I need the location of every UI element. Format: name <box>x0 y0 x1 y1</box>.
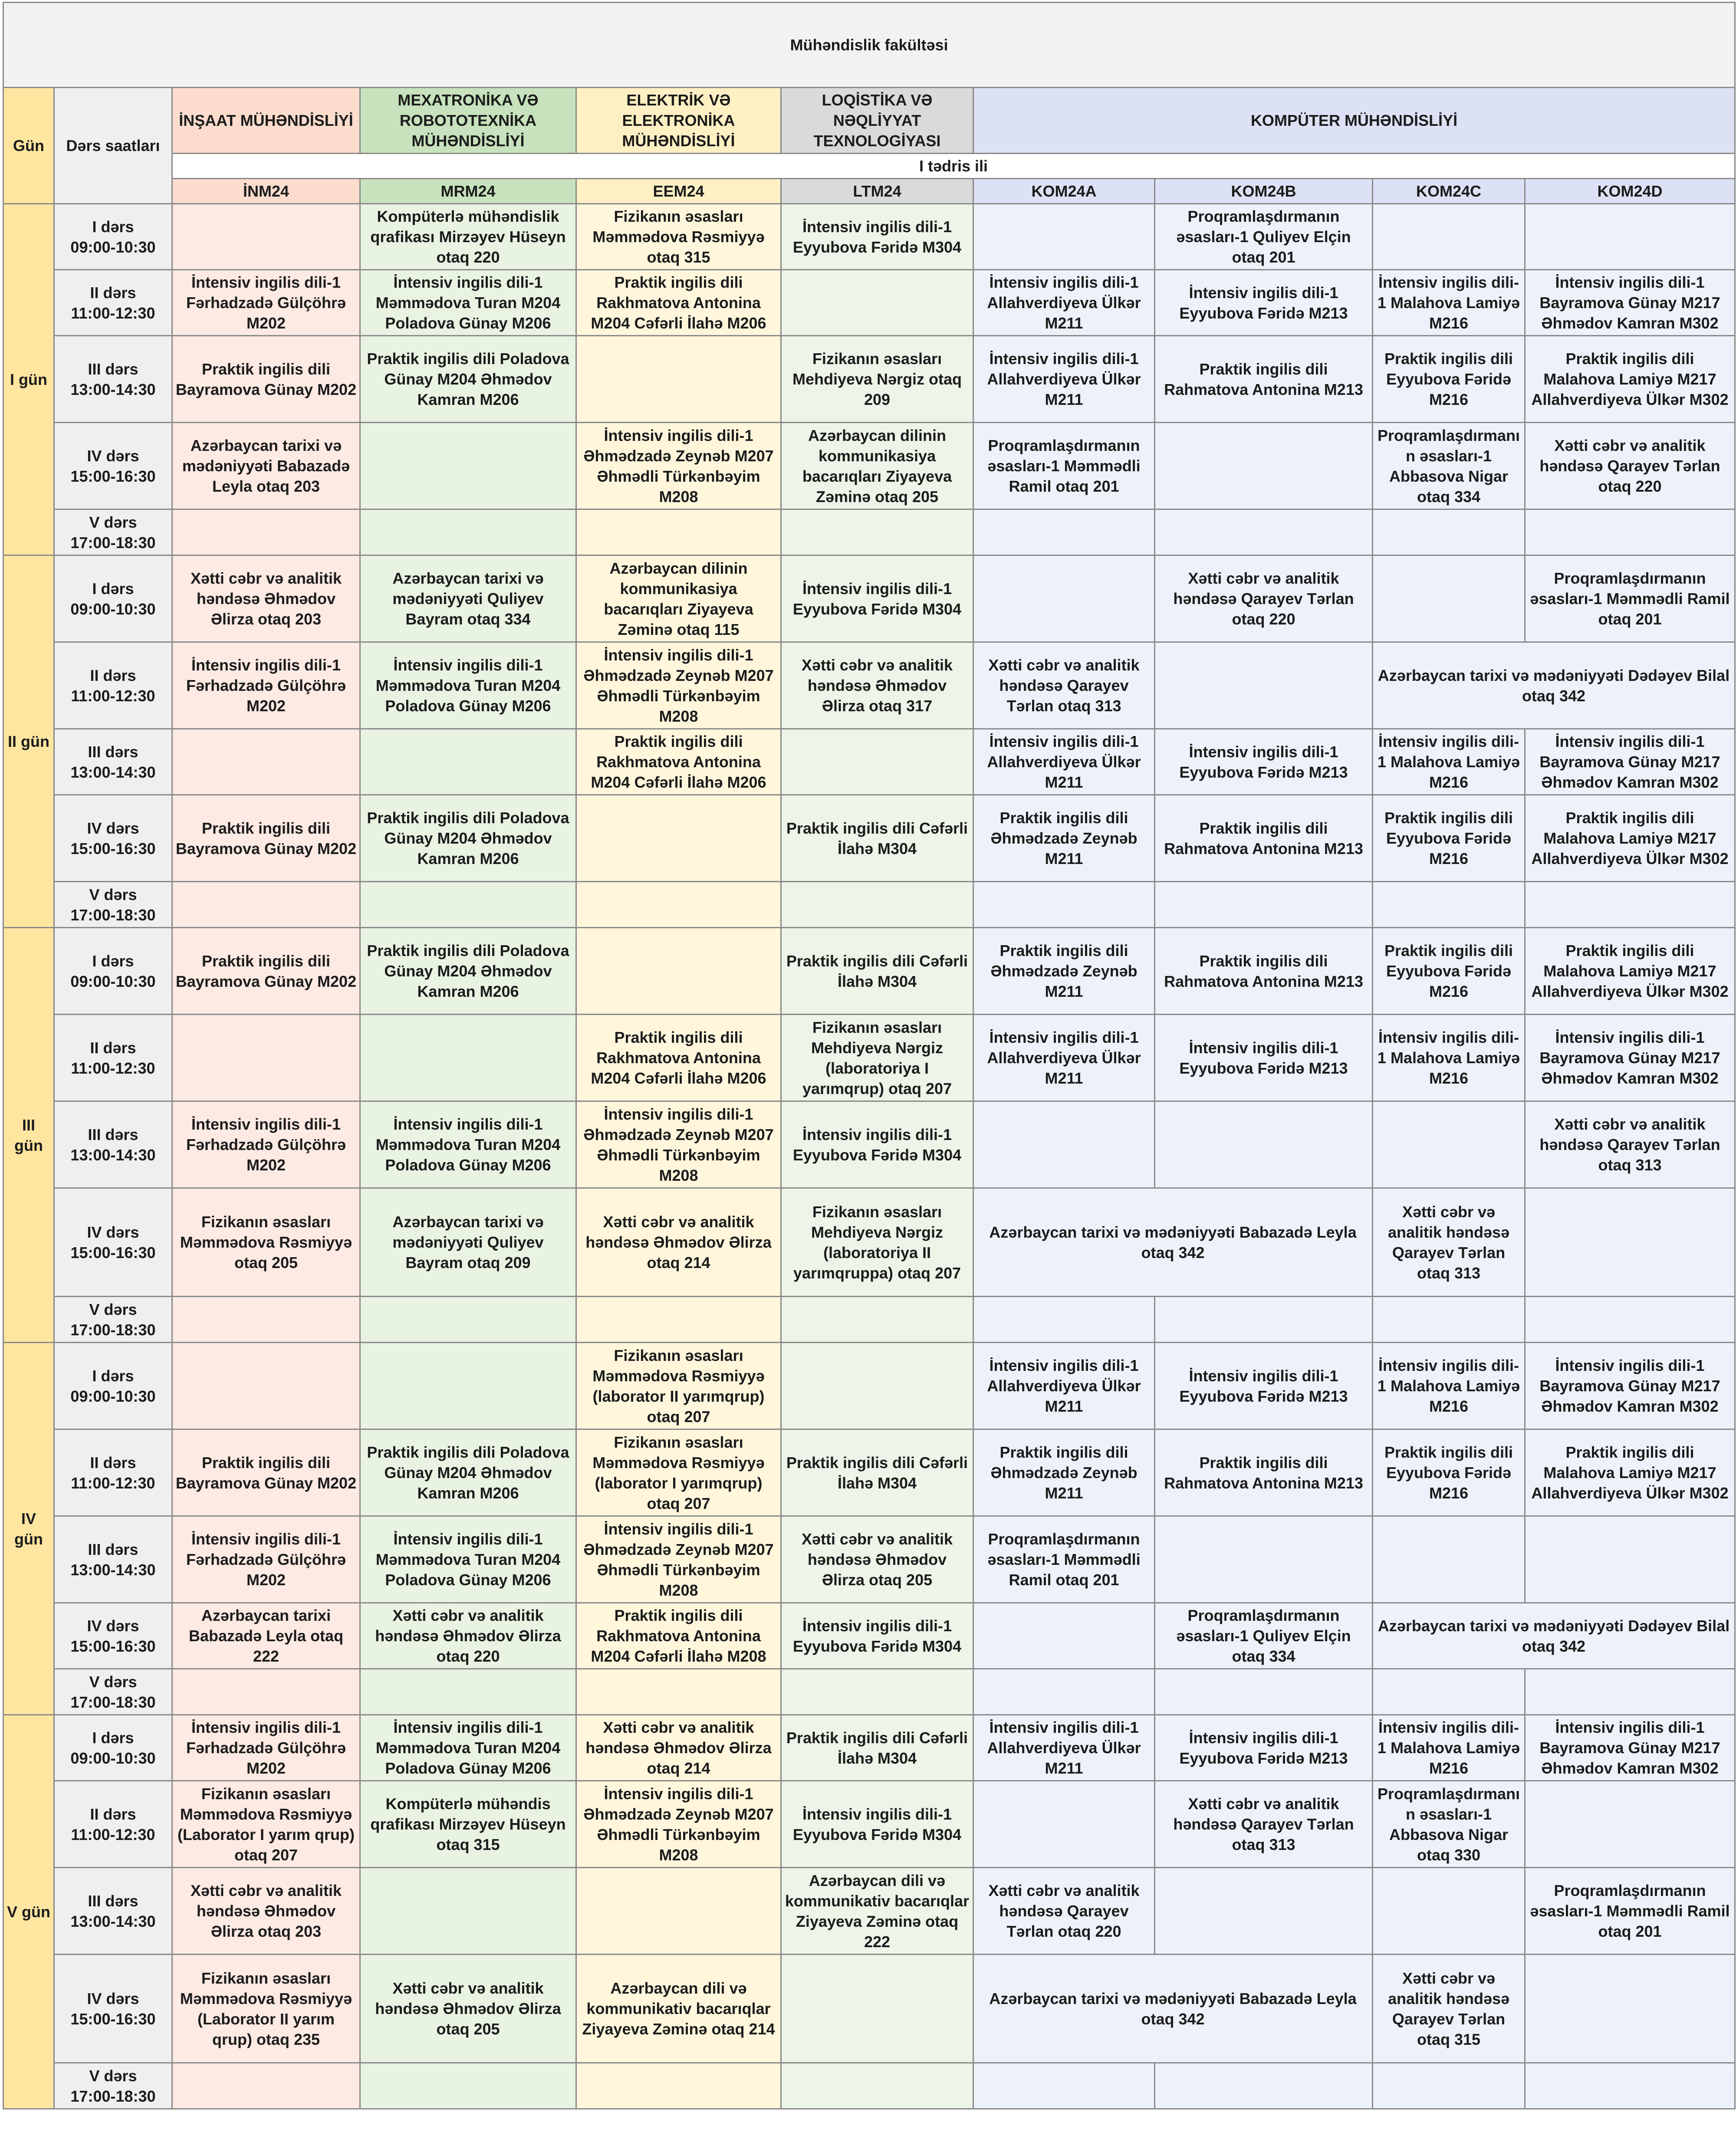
lesson-slot: V dərs <box>89 513 137 531</box>
lesson-time <box>54 336 172 423</box>
schedule-cell: İntensiv ingilis dili-1 Əhmədzadə Zeynəb M207 Əhmədli Türkənbəyim M208 <box>576 1781 781 1868</box>
schedule-cell: İntensiv ingilis dili-1 Allahverdiyeva Ülkər M211 <box>973 270 1155 336</box>
schedule-cell <box>1525 204 1735 270</box>
schedule-cell: İntensiv ingilis dili-1 Eyyubova Fəridə M213 <box>1155 729 1373 795</box>
schedule-cell <box>1155 1101 1373 1188</box>
schedule-cell: Proqramlaşdırmanın əsasları-1 Məmmədli Ramil otaq 201 <box>1525 1868 1735 1955</box>
schedule-cell: Xətti cəbr və analitik həndəsə Əhmədov Əlirza otaq 317 <box>781 642 973 729</box>
schedule-cell <box>360 1868 576 1955</box>
schedule-cell: Xətti cəbr və analitik həndəsə Qarayev Tərlan otaq 313 <box>1373 1188 1525 1297</box>
schedule-cell: Proqramlaşdırmanın əsasları-1 Məmmədli Ramil otaq 201 <box>1525 555 1735 642</box>
schedule-cell: Xətti cəbr və analitik həndəsə Qarayev Tərlan otaq 313 <box>1155 1781 1373 1868</box>
schedule-cell <box>1373 1101 1525 1188</box>
schedule-cell <box>973 882 1155 928</box>
lesson-hours: 11:00-12:30 <box>71 304 155 322</box>
schedule-cell <box>172 204 360 270</box>
schedule-cell <box>172 729 360 795</box>
schedule-cell <box>973 1101 1155 1188</box>
page-title: Mühəndislik fakültəsi <box>3 3 1735 88</box>
lesson-time <box>54 204 172 270</box>
lesson-time <box>54 1868 172 1955</box>
schedule-cell <box>1155 1297 1373 1343</box>
schedule-cell: Azərbaycan dilinin kommunikasiya bacarıqları Ziyayeva Zəminə otaq 115 <box>576 555 781 642</box>
schedule-cell <box>1525 1297 1735 1343</box>
schedule-cell: İntensiv ingilis dili-1 Fərhadzadə Gülçöhrə M202 <box>172 1101 360 1188</box>
schedule-cell: İntensiv ingilis dili-1 Malahova Lamiyə M216 <box>1373 1015 1525 1101</box>
lesson-slot: I dərs <box>92 952 134 970</box>
lesson-slot: II dərs <box>90 283 136 302</box>
lesson-slot: III dərs <box>88 743 138 761</box>
schedule-cell: İntensiv ingilis dili-1 Eyyubova Fəridə M304 <box>781 204 973 270</box>
schedule-cell: Fizikanın əsasları Məmmədova Rəsmiyyə (laborator I yarımqrup) otaq 207 <box>576 1429 781 1516</box>
schedule-cell: Xətti cəbr və analitik həndəsə Əhmədov Əlirza otaq 203 <box>172 555 360 642</box>
lesson-slot: III dərs <box>88 1892 138 1910</box>
schedule-cell: Praktik ingilis dili Rakhmatova Antonina M204 Cəfərli İlahə M208 <box>576 1603 781 1669</box>
schedule-cell: Praktik ingilis dili Rahmatova Antonina M213 <box>1155 928 1373 1015</box>
lesson-slot: V dərs <box>89 2067 137 2085</box>
schedule-cell: Azərbaycan tarixi və mədəniyyəti Babazadə Leyla otaq 342 <box>973 1955 1373 2063</box>
group-header: MRM24 <box>360 179 576 204</box>
lesson-hours: 09:00-10:30 <box>70 238 156 256</box>
lesson-time <box>54 1715 172 1781</box>
schedule-cell <box>973 555 1155 642</box>
lesson-hours: 11:00-12:30 <box>71 1825 155 1843</box>
lesson-hours: 15:00-16:30 <box>70 839 156 858</box>
schedule-cell <box>1525 1669 1735 1715</box>
lesson-hours: 13:00-14:30 <box>70 1146 156 1164</box>
schedule-cell <box>360 1669 576 1715</box>
schedule-cell: İntensiv ingilis dili-1 Malahova Lamiyə M216 <box>1373 270 1525 336</box>
lesson-time <box>54 1297 172 1343</box>
schedule-cell <box>1525 1955 1735 2063</box>
schedule-cell: Praktik ingilis dili Bayramova Günay M202 <box>172 795 360 882</box>
schedule-cell: İntensiv ingilis dili-1 Bayramova Günay M217 Əhmədov Kamran M302 <box>1525 270 1735 336</box>
lesson-hours: 11:00-12:30 <box>71 687 155 705</box>
lesson-slot: II dərs <box>90 666 136 684</box>
schedule-cell <box>973 1669 1155 1715</box>
lesson-time <box>54 795 172 882</box>
day-label: III gün <box>3 928 54 1343</box>
schedule-cell: Azərbaycan tarixi və mədəniyyəti Dədəyev Bilal otaq 342 <box>1373 1603 1735 1669</box>
schedule-cell: Azərbaycan tarixi Babazadə Leyla otaq 222 <box>172 1603 360 1669</box>
schedule-cell: Praktik ingilis dili Əhmədzadə Zeynəb M211 <box>973 1429 1155 1516</box>
day-label: II gün <box>3 555 54 928</box>
schedule-cell: Xətti cəbr və analitik həndəsə Əhmədov Əlirza otaq 214 <box>576 1188 781 1297</box>
schedule-cell <box>576 1868 781 1955</box>
lesson-hours: 15:00-16:30 <box>70 2010 156 2028</box>
lesson-hours: 15:00-16:30 <box>70 1637 156 1655</box>
group-header: İNM24 <box>172 179 360 204</box>
schedule-cell <box>1373 1868 1525 1955</box>
lesson-slot: V dərs <box>89 1672 137 1691</box>
schedule-cell <box>360 729 576 795</box>
schedule-cell: Praktik ingilis dili Rakhmatova Antonina M204 Cəfərli İlahə M206 <box>576 270 781 336</box>
schedule-cell: Praktik ingilis dili Malahova Lamiyə M217 Allahverdiyeva Ülkər M302 <box>1525 928 1735 1015</box>
schedule-cell: İntensiv ingilis dili-1 Bayramova Günay M217 Əhmədov Kamran M302 <box>1525 729 1735 795</box>
schedule-cell: Praktik ingilis dili Cəfərli İlahə M304 <box>781 795 973 882</box>
schedule-cell <box>360 2063 576 2109</box>
schedule-cell <box>360 1297 576 1343</box>
schedule-cell <box>1373 1669 1525 1715</box>
schedule-cell <box>1373 1516 1525 1603</box>
schedule-cell <box>1373 1297 1525 1343</box>
lesson-time <box>54 270 172 336</box>
schedule-cell <box>1373 882 1525 928</box>
lesson-hours: 09:00-10:30 <box>70 972 156 990</box>
schedule-cell: İntensiv ingilis dili-1 Eyyubova Fəridə M213 <box>1155 1015 1373 1101</box>
schedule-cell <box>1525 509 1735 555</box>
lesson-time <box>54 729 172 795</box>
schedule-cell <box>172 1015 360 1101</box>
lesson-hours: 09:00-10:30 <box>70 600 156 618</box>
lesson-slot: V dərs <box>89 885 137 904</box>
schedule-cell: Praktik ingilis dili Eyyubova Fəridə M216 <box>1373 928 1525 1015</box>
program-header-insaat: İNŞAAT MÜHƏNDİSLİYİ <box>172 88 360 154</box>
schedule-cell: Proqramlaşdırmanın əsasları-1 Quliyev Elçin otaq 334 <box>1155 1603 1373 1669</box>
schedule-cell <box>1373 2063 1525 2109</box>
schedule-cell: Praktik ingilis dili Əhmədzadə Zeynəb M211 <box>973 928 1155 1015</box>
schedule-cell: Kompüterlə mühəndis qrafikası Mirzəyev Hüseyn otaq 315 <box>360 1781 576 1868</box>
schedule-cell <box>1373 555 1525 642</box>
schedule-cell: Xətti cəbr və analitik həndəsə Əhmədov Əlirza otaq 205 <box>360 1955 576 2063</box>
schedule-cell <box>360 1015 576 1101</box>
schedule-cell <box>576 1669 781 1715</box>
schedule-cell: Praktik ingilis dili Cəfərli İlahə M304 <box>781 1429 973 1516</box>
lesson-time <box>54 642 172 729</box>
lesson-time <box>54 509 172 555</box>
schedule-cell: İntensiv ingilis dili-1 Fərhadzadə Gülçöhrə M202 <box>172 1715 360 1781</box>
schedule-cell: Praktik ingilis dili Poladova Günay M204 Əhmədov Kamran M206 <box>360 1429 576 1516</box>
schedule-cell: Praktik ingilis dili Cəfərli İlahə M304 <box>781 1715 973 1781</box>
schedule-cell: Xətti cəbr və analitik həndəsə Əhmədov Əlirza otaq 205 <box>781 1516 973 1603</box>
lesson-slot: III dərs <box>88 360 138 378</box>
lesson-hours: 13:00-14:30 <box>70 1912 156 1930</box>
lesson-hours: 11:00-12:30 <box>71 1059 155 1077</box>
schedule-cell <box>360 1343 576 1429</box>
schedule-cell <box>576 882 781 928</box>
schedule-cell <box>1525 882 1735 928</box>
schedule-cell <box>1155 1516 1373 1603</box>
schedule-cell <box>1525 2063 1735 2109</box>
schedule-cell: Fizikanın əsasları Məmmədova Rəsmiyyə (Laborator I yarım qrup) otaq 207 <box>172 1781 360 1868</box>
hours-header: Dərs saatları <box>54 88 172 204</box>
lesson-time <box>54 1429 172 1516</box>
schedule-cell <box>172 509 360 555</box>
schedule-cell: Praktik ingilis dili Rahmatova Antonina M213 <box>1155 336 1373 423</box>
schedule-cell: Xətti cəbr və analitik həndəsə Qarayev Tərlan otaq 313 <box>973 642 1155 729</box>
lesson-slot: III dərs <box>88 1125 138 1143</box>
schedule-cell <box>1525 1781 1735 1868</box>
schedule-cell <box>973 1781 1155 1868</box>
schedule-cell <box>172 882 360 928</box>
schedule-cell: Fizikanın əsasları Məmmədova Rəsmiyyə otaq 315 <box>576 204 781 270</box>
schedule-cell: İntensiv ingilis dili-1 Malahova Lamiyə M216 <box>1373 1715 1525 1781</box>
lesson-slot: I dərs <box>92 217 134 236</box>
schedule-cell: Azərbaycan tarixi və mədəniyyəti Quliyev Bayram otaq 209 <box>360 1188 576 1297</box>
schedule-cell: Praktik ingilis dili Rakhmatova Antonina M204 Cəfərli İlahə M206 <box>576 1015 781 1101</box>
schedule-cell: Xətti cəbr və analitik həndəsə Qarayev Tərlan otaq 313 <box>1525 1101 1735 1188</box>
lesson-hours: 17:00-18:30 <box>70 906 156 924</box>
lesson-slot: III dərs <box>88 1540 138 1558</box>
lesson-hours: 17:00-18:30 <box>70 1693 156 1711</box>
schedule-cell <box>1373 204 1525 270</box>
schedule-cell <box>576 795 781 882</box>
lesson-hours: 17:00-18:30 <box>70 1321 156 1339</box>
schedule-cell: Azərbaycan dilinin kommunikasiya bacarıqları Ziyayeva Zəminə otaq 205 <box>781 423 973 509</box>
schedule-cell: Praktik ingilis dili Eyyubova Fəridə M216 <box>1373 1429 1525 1516</box>
gun-header: Gün <box>3 88 54 204</box>
lesson-hours: 13:00-14:30 <box>70 380 156 398</box>
lesson-slot: I dərs <box>92 1367 134 1385</box>
schedule-cell: Proqramlaşdırmanın əsasları-1 Quliyev Elçin otaq 201 <box>1155 204 1373 270</box>
group-header: LTM24 <box>781 179 973 204</box>
schedule-cell <box>1155 642 1373 729</box>
schedule-cell <box>781 729 973 795</box>
lesson-slot: IV dərs <box>87 1223 139 1241</box>
lesson-time <box>54 1669 172 1715</box>
schedule-cell <box>1525 1516 1735 1603</box>
schedule-cell <box>1155 423 1373 509</box>
schedule-cell <box>781 882 973 928</box>
schedule-cell: İntensiv ingilis dili-1 Məmmədova Turan M204 Poladova Günay M206 <box>360 1715 576 1781</box>
schedule-cell: İntensiv ingilis dili-1 Fərhadzadə Gülçöhrə M202 <box>172 1516 360 1603</box>
schedule-cell: Praktik ingilis dili Bayramova Günay M202 <box>172 1429 360 1516</box>
lesson-time <box>54 1343 172 1429</box>
day-label: IV gün <box>3 1343 54 1715</box>
schedule-cell: İntensiv ingilis dili-1 Allahverdiyeva Ülkər M211 <box>973 336 1155 423</box>
lesson-time <box>54 1955 172 2063</box>
schedule-cell: İntensiv ingilis dili-1 Əhmədzadə Zeynəb M207 Əhmədli Türkənbəyim M208 <box>576 1516 781 1603</box>
schedule-cell <box>172 1343 360 1429</box>
lesson-slot: II dərs <box>90 1453 136 1472</box>
schedule-cell: İntensiv ingilis dili-1 Əhmədzadə Zeynəb M207 Əhmədli Türkənbəyim M208 <box>576 1101 781 1188</box>
lesson-hours: 11:00-12:30 <box>71 1474 155 1492</box>
lesson-hours: 13:00-14:30 <box>70 763 156 781</box>
schedule-cell: Proqramlaşdırmanın əsasları-1 Abbasova Nigar otaq 330 <box>1373 1781 1525 1868</box>
schedule-cell: Praktik ingilis dili Poladova Günay M204 Əhmədov Kamran M206 <box>360 795 576 882</box>
schedule-cell: Praktik ingilis dili Bayramova Günay M202 <box>172 336 360 423</box>
schedule-cell: Praktik ingilis dili Malahova Lamiyə M217 Allahverdiyeva Ülkər M302 <box>1525 336 1735 423</box>
schedule-cell: İntensiv ingilis dili-1 Allahverdiyeva Ülkər M211 <box>973 1715 1155 1781</box>
schedule-cell <box>1155 1669 1373 1715</box>
day-label: I gün <box>3 204 54 555</box>
schedule-cell: Praktik ingilis dili Cəfərli İlahə M304 <box>781 928 973 1015</box>
schedule-cell: İntensiv ingilis dili-1 Allahverdiyeva Ülkər M211 <box>973 1343 1155 1429</box>
schedule-cell: Praktik ingilis dili Poladova Günay M204 Əhmədov Kamran M206 <box>360 928 576 1015</box>
lesson-hours: 17:00-18:30 <box>70 533 156 552</box>
schedule-cell: Xətti cəbr və analitik həndəsə Qarayev Tərlan otaq 315 <box>1373 1955 1525 2063</box>
schedule-cell: Fizikanın əsasları Mehdiyeva Nərgiz (laboratoriya I yarımqrup) otaq 207 <box>781 1015 973 1101</box>
lesson-hours: 17:00-18:30 <box>70 2087 156 2105</box>
schedule-cell: İntensiv ingilis dili-1 Eyyubova Fəridə M213 <box>1155 1343 1373 1429</box>
lesson-slot: IV dərs <box>87 447 139 465</box>
schedule-cell <box>172 2063 360 2109</box>
lesson-hours: 15:00-16:30 <box>70 467 156 485</box>
lesson-slot: I dərs <box>92 579 134 598</box>
schedule-cell <box>781 509 973 555</box>
schedule-cell: İntensiv ingilis dili-1 Bayramova Günay M217 Əhmədov Kamran M302 <box>1525 1343 1735 1429</box>
schedule-cell <box>781 1669 973 1715</box>
schedule-cell <box>1155 2063 1373 2109</box>
schedule-cell: İntensiv ingilis dili-1 Eyyubova Fəridə M304 <box>781 1101 973 1188</box>
schedule-cell: Praktik ingilis dili Əhmədzadə Zeynəb M211 <box>973 795 1155 882</box>
schedule-cell <box>360 882 576 928</box>
schedule-cell <box>576 1297 781 1343</box>
program-header-komputer: KOMPÜTER MÜHƏNDİSLİYİ <box>973 88 1735 154</box>
schedule-cell: Fizikanın əsasları Məmmədova Rəsmiyyə otaq 205 <box>172 1188 360 1297</box>
schedule-cell: İntensiv ingilis dili-1 Əhmədzadə Zeynəb M207 Əhmədli Türkənbəyim M208 <box>576 642 781 729</box>
lesson-time <box>54 1188 172 1297</box>
schedule-cell: İntensiv ingilis dili-1 Eyyubova Fəridə M304 <box>781 1781 973 1868</box>
schedule-cell: Praktik ingilis dili Poladova Günay M204 Əhmədov Kamran M206 <box>360 336 576 423</box>
lesson-hours: 09:00-10:30 <box>70 1387 156 1405</box>
schedule-cell <box>1155 882 1373 928</box>
academic-year-label: I tədris ili <box>172 154 1735 179</box>
schedule-cell <box>576 928 781 1015</box>
schedule-cell: Kompüterlə mühəndislik qrafikası Mirzəyev Hüseyn otaq 220 <box>360 204 576 270</box>
schedule-cell: Azərbaycan tarixi və mədəniyyəti Quliyev Bayram otaq 334 <box>360 555 576 642</box>
schedule-cell: Praktik ingilis dili Malahova Lamiyə M217 Allahverdiyeva Ülkər M302 <box>1525 1429 1735 1516</box>
lesson-time <box>54 1015 172 1101</box>
schedule-cell: İntensiv ingilis dili-1 Məmmədova Turan M204 Poladova Günay M206 <box>360 642 576 729</box>
lesson-time <box>54 555 172 642</box>
schedule-cell: Praktik ingilis dili Rahmatova Antonina M213 <box>1155 1429 1373 1516</box>
lesson-slot: II dərs <box>90 1038 136 1057</box>
schedule-cell <box>781 270 973 336</box>
schedule-cell: Fizikanın əsasları Mehdiyeva Nərgiz (laboratoriya II yarımqruppa) otaq 207 <box>781 1188 973 1297</box>
schedule-cell <box>1525 1188 1735 1297</box>
lesson-time <box>54 882 172 928</box>
schedule-cell <box>172 1669 360 1715</box>
schedule-cell: İntensiv ingilis dili-1 Malahova Lamiyə M216 <box>1373 1343 1525 1429</box>
schedule-cell: Xətti cəbr və analitik həndəsə Əhmədov Əlirza otaq 214 <box>576 1715 781 1781</box>
schedule-cell: Xətti cəbr və analitik həndəsə Əhmədov Əlirza otaq 220 <box>360 1603 576 1669</box>
schedule-cell: İntensiv ingilis dili-1 Məmmədova Turan M204 Poladova Günay M206 <box>360 270 576 336</box>
schedule-cell <box>1373 509 1525 555</box>
lesson-time <box>54 1101 172 1188</box>
schedule-cell: İntensiv ingilis dili-1 Eyyubova Fəridə M304 <box>781 1603 973 1669</box>
schedule-cell: Fizikanın əsasları Məmmədova Rəsmiyyə (laborator II yarımqrup) otaq 207 <box>576 1343 781 1429</box>
group-header: KOM24D <box>1525 179 1735 204</box>
lesson-time <box>54 1781 172 1868</box>
lesson-hours: 13:00-14:30 <box>70 1561 156 1579</box>
schedule-cell: İntensiv ingilis dili-1 Eyyubova Fəridə M213 <box>1155 1715 1373 1781</box>
schedule-cell: İntensiv ingilis dili-1 Bayramova Günay M217 Əhmədov Kamran M302 <box>1525 1015 1735 1101</box>
schedule-cell: Proqramlaşdırmanın əsasları-1 Məmmədli Ramil otaq 201 <box>973 423 1155 509</box>
schedule-cell: Praktik ingilis dili Eyyubova Fəridə M216 <box>1373 795 1525 882</box>
schedule-cell: İntensiv ingilis dili-1 Allahverdiyeva Ülkər M211 <box>973 1015 1155 1101</box>
schedule-cell: Azərbaycan tarixi və mədəniyyəti Babazadə Leyla otaq 203 <box>172 423 360 509</box>
program-header-mexatronika: MEXATRONİKA VƏ ROBOTOTEXNİKA MÜHƏNDİSLİYİ <box>360 88 576 154</box>
schedule-cell: İntensiv ingilis dili-1 Bayramova Günay M217 Əhmədov Kamran M302 <box>1525 1715 1735 1781</box>
schedule-cell <box>781 1297 973 1343</box>
schedule-cell <box>973 1603 1155 1669</box>
schedule-cell <box>781 1955 973 2063</box>
schedule-cell <box>973 2063 1155 2109</box>
schedule-cell: İntensiv ingilis dili-1 Malahova Lamiyə M216 <box>1373 729 1525 795</box>
schedule-cell: Proqramlaşdırmanın əsasları-1 Məmmədli Ramil otaq 201 <box>973 1516 1155 1603</box>
schedule-cell: Xətti cəbr və analitik həndəsə Əhmədov Əlirza otaq 203 <box>172 1868 360 1955</box>
schedule-cell <box>172 1297 360 1343</box>
schedule-cell <box>781 2063 973 2109</box>
lesson-slot: I dərs <box>92 1728 134 1747</box>
schedule-cell: Fizikanın əsasları Məmmədova Rəsmiyyə (Laborator II yarım qrup) otaq 235 <box>172 1955 360 2063</box>
schedule-cell: İntensiv ingilis dili-1 Məmmədova Turan M204 Poladova Günay M206 <box>360 1516 576 1603</box>
group-header: EEM24 <box>576 179 781 204</box>
schedule-cell <box>1155 1868 1373 1955</box>
schedule-cell <box>1155 509 1373 555</box>
schedule-cell: Praktik ingilis dili Rakhmatova Antonina M204 Cəfərli İlahə M206 <box>576 729 781 795</box>
group-header: KOM24A <box>973 179 1155 204</box>
day-label: V gün <box>3 1715 54 2109</box>
schedule-cell: İntensiv ingilis dili-1 Eyyubova Fəridə M304 <box>781 555 973 642</box>
lesson-time <box>54 423 172 509</box>
schedule-cell: Praktik ingilis dili Eyyubova Fəridə M216 <box>1373 336 1525 423</box>
schedule-cell: İntensiv ingilis dili-1 Məmmədova Turan M204 Poladova Günay M206 <box>360 1101 576 1188</box>
lesson-time <box>54 2063 172 2109</box>
lesson-slot: V dərs <box>89 1300 137 1318</box>
schedule-cell: Xətti cəbr və analitik həndəsə Qarayev Tərlan otaq 220 <box>1525 423 1735 509</box>
lesson-time <box>54 928 172 1015</box>
lesson-slot: IV dərs <box>87 1989 139 2007</box>
schedule-cell: Azərbaycan tarixi və mədəniyyəti Dədəyev Bilal otaq 342 <box>1373 642 1735 729</box>
group-header: KOM24C <box>1373 179 1525 204</box>
program-header-loqistika: LOQİSTİKA VƏ NƏQLİYYAT TEXNOLOGİYASI <box>781 88 973 154</box>
lesson-hours: 09:00-10:30 <box>70 1749 156 1767</box>
schedule-cell <box>576 2063 781 2109</box>
schedule-cell <box>360 509 576 555</box>
schedule-cell <box>973 204 1155 270</box>
schedule-cell <box>360 423 576 509</box>
schedule-cell: İntensiv ingilis dili-1 Fərhadzadə Gülçöhrə M202 <box>172 270 360 336</box>
schedule-cell: İntensiv ingilis dili-1 Fərhadzadə Gülçöhrə M202 <box>172 642 360 729</box>
schedule-cell: İntensiv ingilis dili-1 Əhmədzadə Zeynəb M207 Əhmədli Türkənbəyim M208 <box>576 423 781 509</box>
schedule-cell <box>576 336 781 423</box>
schedule-cell: Azərbaycan dili və kommunikativ bacarıqlar Ziyayeva Zəminə otaq 222 <box>781 1868 973 1955</box>
schedule-cell: Praktik ingilis dili Malahova Lamiyə M217 Allahverdiyeva Ülkər M302 <box>1525 795 1735 882</box>
schedule-cell <box>781 1343 973 1429</box>
schedule-cell <box>973 1297 1155 1343</box>
schedule-cell <box>973 509 1155 555</box>
timetable <box>3 2 1736 2109</box>
schedule-cell: Xətti cəbr və analitik həndəsə Qarayev Tərlan otaq 220 <box>973 1868 1155 1955</box>
lesson-slot: II dərs <box>90 1805 136 1823</box>
schedule-cell: İntensiv ingilis dili-1 Eyyubova Fəridə M213 <box>1155 270 1373 336</box>
lesson-slot: IV dərs <box>87 1616 139 1635</box>
schedule-cell: Fizikanın əsasları Mehdiyeva Nərgiz otaq 209 <box>781 336 973 423</box>
schedule-cell: İntensiv ingilis dili-1 Allahverdiyeva Ülkər M211 <box>973 729 1155 795</box>
schedule-cell: Xətti cəbr və analitik həndəsə Qarayev Tərlan otaq 220 <box>1155 555 1373 642</box>
lesson-hours: 15:00-16:30 <box>70 1243 156 1262</box>
lesson-time <box>54 1516 172 1603</box>
schedule-cell: Praktik ingilis dili Rahmatova Antonina M213 <box>1155 795 1373 882</box>
schedule-cell: Praktik ingilis dili Bayramova Günay M202 <box>172 928 360 1015</box>
program-header-elektrik: ELEKTRİK VƏ ELEKTRONİKA MÜHƏNDİSLİYİ <box>576 88 781 154</box>
lesson-slot: IV dərs <box>87 819 139 837</box>
lesson-time <box>54 1603 172 1669</box>
group-header: KOM24B <box>1155 179 1373 204</box>
schedule-cell <box>576 509 781 555</box>
schedule-cell: Azərbaycan dili və kommunikativ bacarıqlar Ziyayeva Zəminə otaq 214 <box>576 1955 781 2063</box>
schedule-cell: Azərbaycan tarixi və mədəniyyəti Babazadə Leyla otaq 342 <box>973 1188 1373 1297</box>
schedule-cell: Proqramlaşdırmanın əsasları-1 Abbasova Nigar otaq 334 <box>1373 423 1525 509</box>
